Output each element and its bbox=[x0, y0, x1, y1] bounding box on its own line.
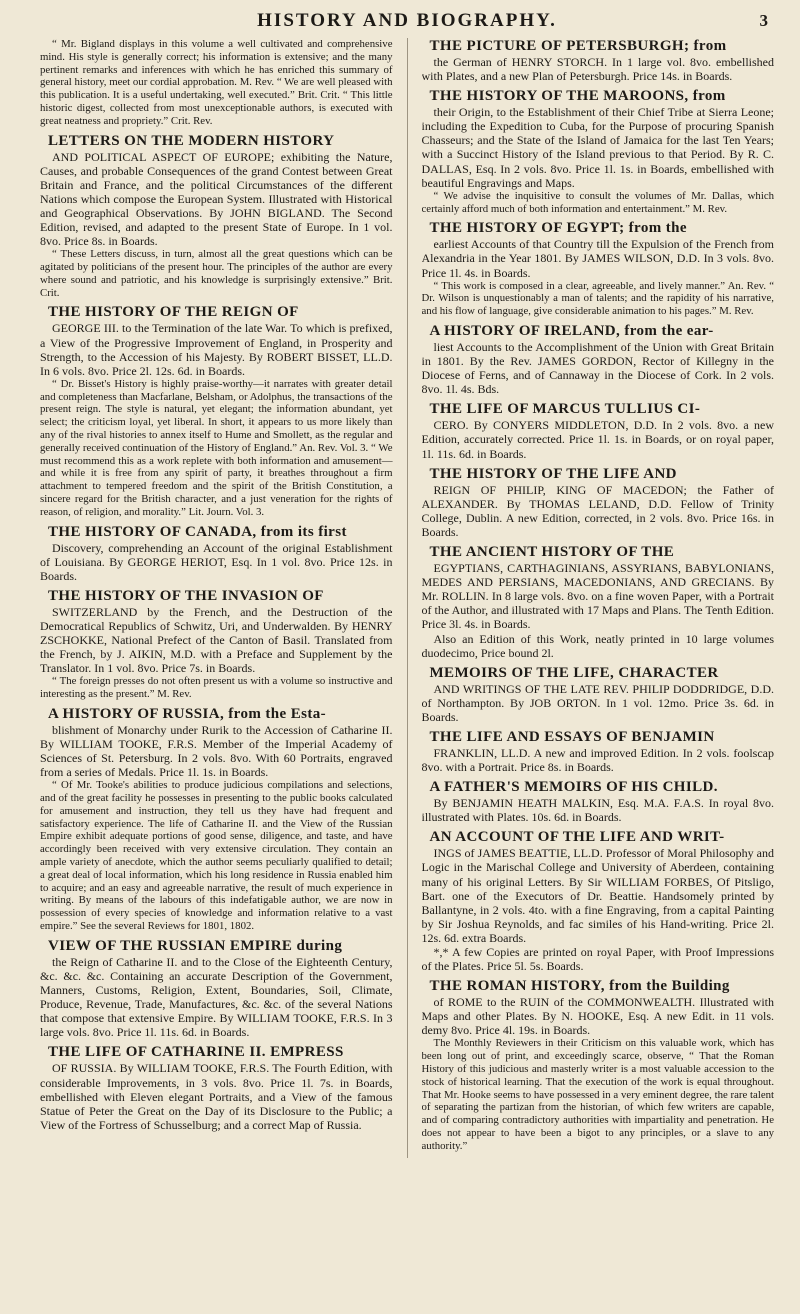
entry-title: A HISTORY OF RUSSIA, from the Esta- bbox=[48, 705, 327, 722]
page-number: 3 bbox=[759, 11, 768, 30]
catalogue-entry bbox=[422, 220, 775, 318]
catalogue-entry bbox=[422, 544, 775, 660]
entry-title: THE HISTORY OF THE REIGN OF bbox=[48, 304, 299, 321]
catalogue-entry bbox=[422, 829, 775, 973]
entry-title: LETTERS ON THE MODERN HISTORY bbox=[48, 132, 335, 149]
catalogue-entry bbox=[422, 88, 775, 215]
entry-title: MEMOIRS OF THE LIFE, CHARACTER bbox=[429, 664, 719, 681]
entry-title: A HISTORY OF IRELAND, from the ear- bbox=[429, 323, 714, 340]
entry-review: “ Dr. Bisset's History is highly praise-worthy—it narrates with greater detail and completeness than Macfarlane, Belsham, or Adolphus, the transactions of the present reign. The style is natural, yet elegant; the information abundant, yet select; the criticism loyal, yet liberal. In short, it appears to us more likely than any of the rival histories to annex itself to Hume and Smollett, as the regular and generally received continuation of the History of England.” An. Rev. Vol. 3. “ We must recommend this as a work replete with both information and amusement—and while it is free from any spirit of party, it breathes throughout a firm attachment to tempered freedom and the spirit of the British Constitution, a sincere regard for the British character, and a just veneration for the rights of reason, of religion, and morality.” Lit. Journ. Vol. 3. bbox=[40, 377, 393, 518]
entry-description: the Reign of Catharine II. and to the Close of the Eighteenth Century, &c. &c. &c. Containing an accurate Description of the Government, Manners, Customs, Religion, Extent, Boundaries, Soil, Climate, Produce, Revenue, Trade, Manufactures, &c. &c. of the several Nations that compose that extensive Empire. By WILLIAM TOOKE, F.R.S. In 3 large vols. 8vo. Price 1l. 11s. 6d. in Boards. bbox=[40, 954, 393, 1040]
entry-description: EGYPTIANS, CARTHAGINIANS, ASSYRIANS, BABYLONIANS, MEDES AND PERSIANS, MACEDONIANS, AND GRECIANS. By Mr. ROLLIN. In 8 large vols. 8vo. on a fine woven Paper, with a Portrait of the Author, and illustrated with 17 Maps and Plans. The Tenth Edition. Price 3l. 4s. in Boards. bbox=[421, 561, 775, 632]
entry-description: of ROME to the RUIN of the COMMONWEALTH. Illustrated with Maps and other Plates. By N. HOOKE, Esq. A new Edit. in 11 vols. demy 8vo. Price 4l. 19s. in Boards. bbox=[421, 995, 775, 1038]
entry-description: CERO. By CONYERS MIDDLETON, D.D. In 2 vols. 8vo. a new Edition, accurately corrected. Price 1l. 1s. in Boards, or on royal paper, 1l. 11s. 6d. in Boards. bbox=[421, 418, 775, 461]
entry-review: “ Mr. Bigland displays in this volume a well cultivated and comprehensive mind. His style is generally correct; his information is extensive; and the many pertinent remarks and inferences with which he has enriched this summary of general history, meet our cordial approbation. M. Rev. “ We are well pleased with this publication. It is a useful undertaking, well executed.” Brit. Crit. “ This little historic digest, collected from most unexceptionable authors, is executed with great neatness and propriety.” Crit. Rev. bbox=[40, 38, 393, 127]
entry-title: THE HISTORY OF THE INVASION OF bbox=[48, 587, 324, 604]
catalogue-entry bbox=[40, 938, 393, 1040]
entry-title: THE LIFE OF CATHARINE II. EMPRESS bbox=[48, 1044, 344, 1061]
catalogue-entry bbox=[422, 401, 775, 460]
entry-description: Discovery, comprehending an Account of the original Establishment of Louisiana. By GEORGE HERIOT, Esq. In 1 vol. 8vo. Price 12s. in Boards. bbox=[40, 540, 393, 583]
catalogue-entry bbox=[422, 779, 775, 824]
page-header bbox=[40, 6, 774, 36]
catalogue-entry bbox=[422, 729, 775, 774]
catalogue-entry bbox=[40, 38, 393, 128]
entry-description: the German of HENRY STORCH. In 1 large vol. 8vo. embellished with Plates, and a new Plan of Petersburgh. Price 14s. in Boards. bbox=[421, 55, 775, 84]
entry-description: AND POLITICAL ASPECT OF EUROPE; exhibiting the Nature, Causes, and probable Consequences of the grand Contest between Great Britain and France, and the political Circumstances of the different Nations which compose the European System. Illustrated with Historical and Geographical Observations. By JOHN BIGLAND. The Second Edition, revised, and adapted to the present State of Europe. In 1 vol. 8vo. Price 8s. in Boards. bbox=[40, 149, 393, 249]
entry-description: SWITZERLAND by the French, and the Destruction of the Democratical Republics of Schwitz, Uri, and Underwalden. By HENRY ZSCHOKKE, National Prefect of the Canton of Basil. Translated from the French, by J. AIKIN, M.D. with a Preface and Supplement by the Translator. In 1 vol. 8vo. Price 7s. in Boards. bbox=[40, 604, 393, 676]
entry-review: “ We advise the inquisitive to consult the volumes of Mr. Dallas, which certainly afford much of both information and entertainment.” M. Rev. bbox=[421, 189, 775, 215]
entry-title: THE ANCIENT HISTORY OF THE bbox=[429, 544, 675, 561]
running-head: HISTORY AND BIOGRAPHY. bbox=[257, 10, 557, 31]
entry-title: THE ROMAN HISTORY, from the Building bbox=[429, 978, 730, 995]
entry-description: INGS of JAMES BEATTIE, LL.D. Professor of Moral Philosophy and Logic in the Marischal College and University of Aberdeen, containing many of his original Letters. By Sir WILLIAM FORBES, Of Pitsligo, Bart. one of the Executors of Dr. Beattie. Handsomely printed by Ballantyne, in 2 vols. 4to. with a fine Engraving, from a capital Painting by Sir Joshua Reynolds, and fac similes of his Hand-writing. Price 2l. 12s. 6d. extra Boards. bbox=[421, 846, 775, 945]
catalogue-entry bbox=[422, 665, 775, 724]
entry-description: By BENJAMIN HEATH MALKIN, Esq. M.A. F.A.S. In royal 8vo. illustrated with Plates. 10s. 6d. in Boards. bbox=[421, 796, 775, 825]
entry-review: “ These Letters discuss, in turn, almost all the great questions which can be agitated by politicians of the present hour. The principles of the author are every where sound and patriotic, and his knowledge is surprisingly extensive.” Brit. Crit. bbox=[40, 248, 393, 299]
entry-description: GEORGE III. to the Termination of the late War. To which is prefixed, a View of the Progressive Improvement of England, in Prosperity and Strength, to the Accession of his Majesty. By ROBERT BISSET, LL.D. In 6 vols. 8vo. Price 2l. 12s. 6d. in Boards. bbox=[40, 321, 393, 378]
catalogue-entry bbox=[40, 1044, 393, 1131]
entry-title: THE HISTORY OF EGYPT; from the bbox=[429, 220, 687, 237]
entry-review: “ This work is composed in a clear, agreeable, and lively manner.” An. Rev. “ Dr. Wilson is unquestionably a man of talents; and the rapidity of his narrative, and his flow of language, give considerable animation to his pages.” M. Rev. bbox=[421, 279, 775, 318]
catalogue-entry bbox=[422, 38, 775, 83]
entry-title: AN ACCOUNT OF THE LIFE AND WRIT- bbox=[429, 829, 725, 846]
entry-description: their Origin, to the Establishment of their Chief Tribe at Sierra Leone; including the Expedition to Cuba, for the Purpose of procuring Spanish Chasseurs; and the State of the Island of Jamaica for the last Ten Years; with a Succinct History of the Island previous to that Period. By R. C. DALLAS, Esq. In 2 vols. 8vo. Price 1l. 1s. in Boards, embellished with beautiful Engravings and Maps. bbox=[421, 105, 775, 190]
entry-review: The Monthly Reviewers in their Criticism on this valuable work, which has been long out of print, and exceedingly scarce, observe, “ That the Roman History of this judicious and masterly writer is a most valuable accession to the stock of historical learning. That the execution of the work is equal throughout. That Mr. Hooke seems to have possessed in a very eminent degree, the rare talent of separating the partizan from the historian, of which few writers are capable, and of comparing contradictory authorities with impartiality and penetration. He does not appear to have been a bigot to any principles, or a slave to any authority.” bbox=[421, 1037, 775, 1152]
catalogue-entry bbox=[422, 323, 775, 396]
entry-title: THE LIFE AND ESSAYS OF BENJAMIN bbox=[429, 728, 715, 745]
catalogue-entry bbox=[40, 524, 393, 583]
entry-description: FRANKLIN, LL.D. A new and improved Edition. In 2 vols. foolscap 8vo. with a Portrait. Price 8s. in Boards. bbox=[421, 745, 775, 775]
entry-title: THE HISTORY OF THE MAROONS, from bbox=[429, 88, 726, 105]
catalogue-entry bbox=[40, 133, 393, 300]
catalogue-entry bbox=[40, 304, 393, 518]
column-rule bbox=[407, 38, 408, 1158]
catalogue-entry bbox=[40, 588, 393, 701]
right-column bbox=[422, 38, 775, 1158]
entry-description: REIGN OF PHILIP, KING OF MACEDON; the Father of ALEXANDER. By THOMAS LELAND, D.D. Fellow of Trinity College, Dublin. A new Edition, corrected, in 2 vols. 8vo. Price 16s. in Boards. bbox=[421, 482, 775, 539]
catalogue-entry bbox=[422, 466, 775, 539]
entry-description: AND WRITINGS OF THE LATE REV. PHILIP DODDRIDGE, D.D. of Northampton. By JOB ORTON. In 1 vol. 12mo. Price 3s. 6d. in Boards. bbox=[421, 681, 775, 724]
entry-title: THE HISTORY OF CANADA, from its first bbox=[48, 523, 347, 540]
entry-description: OF RUSSIA. By WILLIAM TOOKE, F.R.S. The Fourth Edition, with considerable Improvements, in 3 vols. 8vo. Price 1l. 7s. in Boards, embellished with Eleven elegant Portraits, and a View of the famous Statue of Peter the Great on the Day of its Disclosure to the Public; a View of the Fortress of Schusselburg; and a correct Map of Russia. bbox=[40, 1061, 393, 1132]
entry-title: A FATHER'S MEMOIRS OF HIS CHILD. bbox=[429, 779, 718, 796]
entry-title: THE LIFE OF MARCUS TULLIUS CI- bbox=[429, 401, 701, 418]
catalogue-entry bbox=[40, 706, 393, 933]
entry-title: THE HISTORY OF THE LIFE AND bbox=[429, 465, 677, 482]
entry-note: *,* A few Copies are printed on royal Paper, with Proof Impressions of the Plates. Price 5l. 5s. Boards. bbox=[421, 945, 775, 974]
catalogue-entry bbox=[422, 978, 775, 1152]
entry-description: blishment of Monarchy under Rurik to the Accession of Catharine II. By WILLIAM TOOKE, F.R.S. Member of the Imperial Academy of Sciences of St. Petersburg. In 2 vols. 8vo. With 60 Portraits, engraved from a series of Medals. Price 1l. 1s. in Boards. bbox=[40, 722, 393, 780]
entry-description: earliest Accounts of that Country till the Expulsion of the French from Alexandria in the Year 1801. By JAMES WILSON, D.D. In 3 vols. 8vo. Price 1l. 4s. in Boards. bbox=[421, 237, 775, 280]
entry-title: THE PICTURE OF PETERSBURGH; from bbox=[429, 38, 727, 54]
entry-title: VIEW OF THE RUSSIAN EMPIRE during bbox=[48, 937, 343, 954]
entry-description: liest Accounts to the Accomplishment of the Union with Great Britain in 1801. By the Rev. JAMES GORDON, Rector of Killegny in the Diocese of Ferns, and of Cannaway in the Diocese of Cork. In 2 vols. 8vo. 1l. 4s. Bds. bbox=[421, 340, 775, 397]
entry-review: “ Of Mr. Tooke's abilities to produce judicious compilations and selections, and of the great facility he possesses in presenting to the public books calculated for amusement and instruction, they tell us they have had frequent and satisfactory experience. The life of Catharine II. and the View of the Russian Empire exhibit adequate portions of good sense, diligence, and taste, and have accordingly been received with very extensive circulation. They contain an ample variety of anecdote, which the author seems peculiarly qualified to detail; a great deal of local information, which his long residence in Russia enabled him to acquire; and an easy and agreeable narrative, the result of much experience in writing. By means of the labours of this indefatigable author, we are now in possession of every species of knowledge and information relative to a vast empire.” See the several Reviews for 1801, 1802. bbox=[40, 779, 393, 933]
left-column bbox=[40, 38, 393, 1158]
entry-review: “ The foreign presses do not often present us with a volume so instructive and interesting as the present.” M. Rev. bbox=[40, 675, 393, 701]
entry-note: Also an Edition of this Work, neatly printed in 10 large volumes duodecimo, Price bound 2l. bbox=[421, 631, 775, 660]
two-column-body bbox=[40, 38, 774, 1158]
